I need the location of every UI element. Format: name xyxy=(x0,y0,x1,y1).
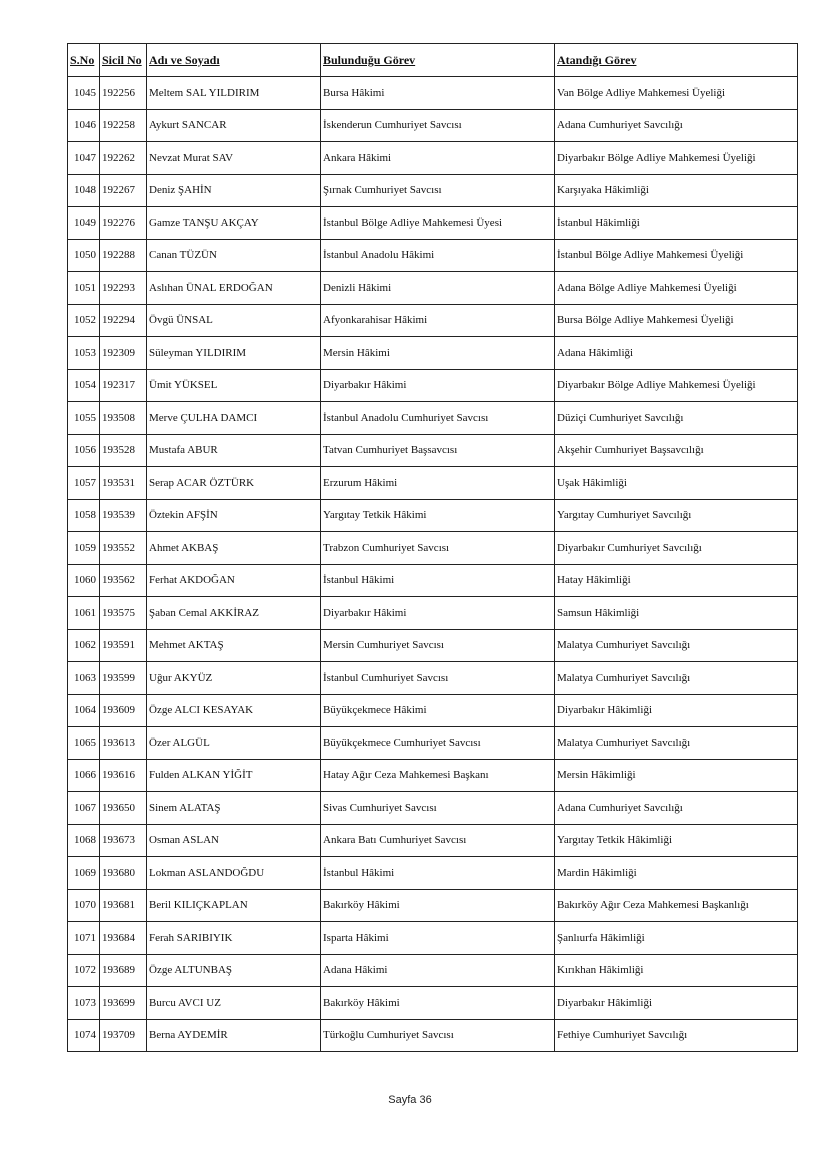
table-row xyxy=(68,759,798,792)
cell-assigned-position: Malatya Cumhuriyet Savcılığı xyxy=(555,727,798,760)
cell-current-position: İskenderun Cumhuriyet Savcısı xyxy=(321,109,555,142)
table-row xyxy=(68,174,798,207)
cell-name: Sinem ALATAŞ xyxy=(147,792,321,825)
table-row xyxy=(68,954,798,987)
cell-sno: 1065 xyxy=(68,727,100,760)
table-row xyxy=(68,142,798,175)
cell-name: Özge ALCI KESAYAK xyxy=(147,694,321,727)
cell-current-position: Diyarbakır Hâkimi xyxy=(321,597,555,630)
cell-current-position: Diyarbakır Hâkimi xyxy=(321,369,555,402)
cell-sicil: 192309 xyxy=(100,337,147,370)
table-row xyxy=(68,304,798,337)
table-row xyxy=(68,207,798,240)
cell-current-position: Ankara Hâkimi xyxy=(321,142,555,175)
cell-assigned-position: Düziçi Cumhuriyet Savcılığı xyxy=(555,402,798,435)
cell-assigned-position: Adana Cumhuriyet Savcılığı xyxy=(555,109,798,142)
table-row xyxy=(68,727,798,760)
cell-sicil: 192262 xyxy=(100,142,147,175)
cell-name: Süleyman YILDIRIM xyxy=(147,337,321,370)
cell-name: Nevzat Murat SAV xyxy=(147,142,321,175)
cell-sno: 1073 xyxy=(68,987,100,1020)
cell-current-position: Bakırköy Hâkimi xyxy=(321,889,555,922)
assignment-table-container xyxy=(67,43,797,1052)
cell-name: Gamze TANŞU AKÇAY xyxy=(147,207,321,240)
cell-sno: 1054 xyxy=(68,369,100,402)
table-row xyxy=(68,77,798,110)
cell-name: Osman ASLAN xyxy=(147,824,321,857)
cell-sno: 1061 xyxy=(68,597,100,630)
cell-sno: 1072 xyxy=(68,954,100,987)
cell-assigned-position: Adana Cumhuriyet Savcılığı xyxy=(555,792,798,825)
cell-sno: 1071 xyxy=(68,922,100,955)
table-body xyxy=(68,77,798,1052)
cell-current-position: Şırnak Cumhuriyet Savcısı xyxy=(321,174,555,207)
cell-sno: 1052 xyxy=(68,304,100,337)
header-sno-label: S.No xyxy=(70,52,95,67)
cell-sno: 1053 xyxy=(68,337,100,370)
cell-name: Şaban Cemal AKKİRAZ xyxy=(147,597,321,630)
cell-assigned-position: Diyarbakır Bölge Adliye Mahkemesi Üyeliği xyxy=(555,142,798,175)
cell-sno: 1050 xyxy=(68,239,100,272)
cell-name: Serap ACAR ÖZTÜRK xyxy=(147,467,321,500)
cell-assigned-position: Diyarbakır Bölge Adliye Mahkemesi Üyeliği xyxy=(555,369,798,402)
table-row xyxy=(68,694,798,727)
table-row xyxy=(68,922,798,955)
cell-current-position: Erzurum Hâkimi xyxy=(321,467,555,500)
cell-assigned-position: Diyarbakır Hâkimliği xyxy=(555,694,798,727)
cell-assigned-position: Mersin Hâkimliği xyxy=(555,759,798,792)
cell-sno: 1062 xyxy=(68,629,100,662)
cell-current-position: Büyükçekmece Cumhuriyet Savcısı xyxy=(321,727,555,760)
cell-sicil: 193650 xyxy=(100,792,147,825)
cell-assigned-position: Bakırköy Ağır Ceza Mahkemesi Başkanlığı xyxy=(555,889,798,922)
cell-assigned-position: Şanlıurfa Hâkimliği xyxy=(555,922,798,955)
cell-current-position: Yargıtay Tetkik Hâkimi xyxy=(321,499,555,532)
cell-sicil: 192256 xyxy=(100,77,147,110)
table-row xyxy=(68,532,798,565)
table-row xyxy=(68,239,798,272)
cell-sicil: 192276 xyxy=(100,207,147,240)
cell-current-position: Hatay Ağır Ceza Mahkemesi Başkanı xyxy=(321,759,555,792)
table-row xyxy=(68,499,798,532)
cell-name: Fulden ALKAN YİĞİT xyxy=(147,759,321,792)
header-sno xyxy=(68,44,100,77)
cell-sno: 1063 xyxy=(68,662,100,695)
table-row xyxy=(68,434,798,467)
table-row xyxy=(68,272,798,305)
cell-name: Mustafa ABUR xyxy=(147,434,321,467)
cell-sicil: 193531 xyxy=(100,467,147,500)
header-name xyxy=(147,44,321,77)
cell-name: Meltem SAL YILDIRIM xyxy=(147,77,321,110)
cell-sicil: 193681 xyxy=(100,889,147,922)
cell-assigned-position: Yargıtay Tetkik Hâkimliği xyxy=(555,824,798,857)
cell-sicil: 192317 xyxy=(100,369,147,402)
cell-name: Ümit YÜKSEL xyxy=(147,369,321,402)
cell-name: Öztekin AFŞİN xyxy=(147,499,321,532)
cell-sno: 1066 xyxy=(68,759,100,792)
cell-sicil: 193575 xyxy=(100,597,147,630)
cell-name: Beril KILIÇKAPLAN xyxy=(147,889,321,922)
assignment-table xyxy=(67,43,798,1052)
cell-assigned-position: Adana Bölge Adliye Mahkemesi Üyeliği xyxy=(555,272,798,305)
cell-sicil: 193689 xyxy=(100,954,147,987)
cell-sicil: 193539 xyxy=(100,499,147,532)
cell-sicil: 193613 xyxy=(100,727,147,760)
cell-name: Canan TÜZÜN xyxy=(147,239,321,272)
cell-sicil: 193599 xyxy=(100,662,147,695)
cell-assigned-position: İstanbul Hâkimliği xyxy=(555,207,798,240)
cell-name: Özge ALTUNBAŞ xyxy=(147,954,321,987)
cell-assigned-position: Akşehir Cumhuriyet Başsavcılığı xyxy=(555,434,798,467)
table-row xyxy=(68,467,798,500)
cell-current-position: Denizli Hâkimi xyxy=(321,272,555,305)
cell-current-position: İstanbul Anadolu Hâkimi xyxy=(321,239,555,272)
cell-sicil: 193680 xyxy=(100,857,147,890)
cell-current-position: İstanbul Cumhuriyet Savcısı xyxy=(321,662,555,695)
cell-assigned-position: Samsun Hâkimliği xyxy=(555,597,798,630)
cell-sicil: 193616 xyxy=(100,759,147,792)
table-row xyxy=(68,824,798,857)
cell-sno: 1057 xyxy=(68,467,100,500)
cell-name: Ferah SARIBIYIK xyxy=(147,922,321,955)
cell-assigned-position: Yargıtay Cumhuriyet Savcılığı xyxy=(555,499,798,532)
cell-assigned-position: Adana Hâkimliği xyxy=(555,337,798,370)
cell-sicil: 193684 xyxy=(100,922,147,955)
cell-current-position: Adana Hâkimi xyxy=(321,954,555,987)
cell-current-position: İstanbul Hâkimi xyxy=(321,564,555,597)
table-row xyxy=(68,564,798,597)
cell-assigned-position: Diyarbakır Cumhuriyet Savcılığı xyxy=(555,532,798,565)
cell-current-position: Türkoğlu Cumhuriyet Savcısı xyxy=(321,1019,555,1052)
cell-sno: 1055 xyxy=(68,402,100,435)
cell-current-position: İstanbul Hâkimi xyxy=(321,857,555,890)
cell-sno: 1048 xyxy=(68,174,100,207)
table-row xyxy=(68,369,798,402)
cell-sicil: 192288 xyxy=(100,239,147,272)
header-name-label: Adı ve Soyadı xyxy=(149,52,220,67)
cell-current-position: Bakırköy Hâkimi xyxy=(321,987,555,1020)
cell-assigned-position: Hatay Hâkimliği xyxy=(555,564,798,597)
cell-assigned-position: İstanbul Bölge Adliye Mahkemesi Üyeliği xyxy=(555,239,798,272)
cell-current-position: Sivas Cumhuriyet Savcısı xyxy=(321,792,555,825)
cell-sicil: 193552 xyxy=(100,532,147,565)
cell-sicil: 192258 xyxy=(100,109,147,142)
header-sicil-label: Sicil No xyxy=(102,52,142,67)
cell-name: Ferhat AKDOĞAN xyxy=(147,564,321,597)
table-row xyxy=(68,662,798,695)
cell-assigned-position: Mardin Hâkimliği xyxy=(555,857,798,890)
cell-name: Berna AYDEMİR xyxy=(147,1019,321,1052)
cell-assigned-position: Diyarbakır Hâkimliği xyxy=(555,987,798,1020)
cell-name: Özer ALGÜL xyxy=(147,727,321,760)
cell-sicil: 193591 xyxy=(100,629,147,662)
table-row xyxy=(68,629,798,662)
cell-sicil: 192294 xyxy=(100,304,147,337)
cell-name: Uğur AKYÜZ xyxy=(147,662,321,695)
cell-sicil: 193528 xyxy=(100,434,147,467)
cell-sno: 1067 xyxy=(68,792,100,825)
cell-sicil: 193609 xyxy=(100,694,147,727)
cell-current-position: Afyonkarahisar Hâkimi xyxy=(321,304,555,337)
table-row xyxy=(68,402,798,435)
cell-sno: 1068 xyxy=(68,824,100,857)
cell-sno: 1046 xyxy=(68,109,100,142)
cell-name: Aslıhan ÜNAL ERDOĞAN xyxy=(147,272,321,305)
cell-sno: 1070 xyxy=(68,889,100,922)
cell-current-position: Büyükçekmece Hâkimi xyxy=(321,694,555,727)
cell-current-position: Mersin Cumhuriyet Savcısı xyxy=(321,629,555,662)
header-assigned-position xyxy=(555,44,798,77)
cell-name: Burcu AVCI UZ xyxy=(147,987,321,1020)
cell-current-position: Isparta Hâkimi xyxy=(321,922,555,955)
table-header-row xyxy=(68,44,798,77)
cell-sno: 1059 xyxy=(68,532,100,565)
table-row xyxy=(68,109,798,142)
cell-assigned-position: Bursa Bölge Adliye Mahkemesi Üyeliği xyxy=(555,304,798,337)
cell-sno: 1074 xyxy=(68,1019,100,1052)
cell-current-position: Trabzon Cumhuriyet Savcısı xyxy=(321,532,555,565)
cell-current-position: Bursa Hâkimi xyxy=(321,77,555,110)
cell-sicil: 192267 xyxy=(100,174,147,207)
cell-assigned-position: Karşıyaka Hâkimliği xyxy=(555,174,798,207)
cell-sno: 1045 xyxy=(68,77,100,110)
page-number: Sayfa 36 xyxy=(388,1094,432,1106)
cell-sicil: 193673 xyxy=(100,824,147,857)
header-current-position-label: Bulunduğu Görev xyxy=(323,52,416,67)
cell-sno: 1051 xyxy=(68,272,100,305)
table-row xyxy=(68,337,798,370)
cell-name: Deniz ŞAHİN xyxy=(147,174,321,207)
header-sicil xyxy=(100,44,147,77)
cell-assigned-position: Malatya Cumhuriyet Savcılığı xyxy=(555,662,798,695)
table-row xyxy=(68,1019,798,1052)
cell-name: Mehmet AKTAŞ xyxy=(147,629,321,662)
cell-sicil: 193709 xyxy=(100,1019,147,1052)
cell-sicil: 193699 xyxy=(100,987,147,1020)
table-row xyxy=(68,889,798,922)
cell-current-position: İstanbul Bölge Adliye Mahkemesi Üyesi xyxy=(321,207,555,240)
cell-sicil: 193562 xyxy=(100,564,147,597)
cell-sno: 1047 xyxy=(68,142,100,175)
cell-assigned-position: Kırıkhan Hâkimliği xyxy=(555,954,798,987)
header-assigned-position-label: Atandığı Görev xyxy=(557,52,637,67)
cell-name: Lokman ASLANDOĞDU xyxy=(147,857,321,890)
cell-name: Merve ÇULHA DAMCI xyxy=(147,402,321,435)
table-row xyxy=(68,597,798,630)
cell-sno: 1056 xyxy=(68,434,100,467)
cell-name: Ahmet AKBAŞ xyxy=(147,532,321,565)
cell-sicil: 193508 xyxy=(100,402,147,435)
cell-current-position: Tatvan Cumhuriyet Başsavcısı xyxy=(321,434,555,467)
cell-assigned-position: Fethiye Cumhuriyet Savcılığı xyxy=(555,1019,798,1052)
cell-assigned-position: Malatya Cumhuriyet Savcılığı xyxy=(555,629,798,662)
cell-assigned-position: Van Bölge Adliye Mahkemesi Üyeliği xyxy=(555,77,798,110)
table-row xyxy=(68,987,798,1020)
cell-current-position: İstanbul Anadolu Cumhuriyet Savcısı xyxy=(321,402,555,435)
cell-sno: 1064 xyxy=(68,694,100,727)
header-current-position xyxy=(321,44,555,77)
cell-sno: 1058 xyxy=(68,499,100,532)
cell-name: Aykurt SANCAR xyxy=(147,109,321,142)
cell-sno: 1069 xyxy=(68,857,100,890)
cell-current-position: Ankara Batı Cumhuriyet Savcısı xyxy=(321,824,555,857)
cell-sicil: 192293 xyxy=(100,272,147,305)
table-row xyxy=(68,857,798,890)
cell-sno: 1060 xyxy=(68,564,100,597)
table-row xyxy=(68,792,798,825)
cell-assigned-position: Uşak Hâkimliği xyxy=(555,467,798,500)
cell-sno: 1049 xyxy=(68,207,100,240)
cell-current-position: Mersin Hâkimi xyxy=(321,337,555,370)
cell-name: Övgü ÜNSAL xyxy=(147,304,321,337)
